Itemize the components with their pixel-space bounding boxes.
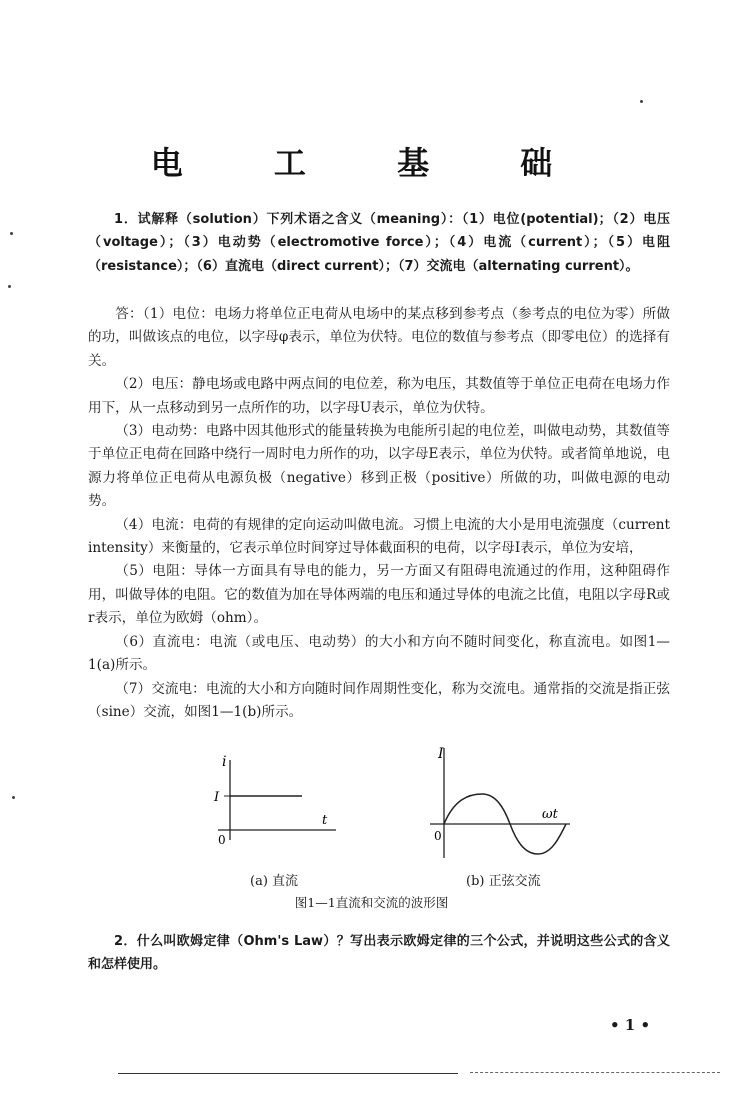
ac-x-label: ωt xyxy=(542,807,558,822)
scan-footer-line xyxy=(118,1073,458,1074)
scan-speck xyxy=(640,100,643,103)
figure-a-caption: (a) 直流 xyxy=(250,874,299,889)
scan-footer-dashes xyxy=(470,1072,720,1073)
answer-ac: （7）交流电：电流的大小和方向随时间作周期性变化，称为交流电。通常指的交流是指正弦（sine）交流，如图1—1(b)所示。 xyxy=(88,680,670,720)
question-2-text: 2．什么叫欧姆定律（Ohm's Law）？写出表示欧姆定律的三个公式，并说明这些公式的含义和怎样使用。 xyxy=(88,934,670,973)
answer-dc: （6）直流电：电流（或电压、电动势）的大小和方向不随时间变化，称直流电。如图1—1(a)所示。 xyxy=(88,633,670,674)
answer-potential: 答：（1）电位：电场力将单位正电荷从电场中的某点移到参考点（参考点的电位为零）所做的功，叫做该点的电位，以字母φ表示，单位为伏特。电位的数值与参考点（即零电位）的选择有关。 xyxy=(88,306,670,369)
dc-level-label: I xyxy=(214,790,220,805)
page-number: • 1 • xyxy=(610,1016,651,1034)
scan-speck xyxy=(10,232,13,235)
answer-emf: （3）电动势：电路中因其他形式的能量转换为电能所引起的电位差，叫做电动势，其数值等于单位正电荷在回路中绕行一周时电力所作的功，以字母E表示，单位为伏特。或者简单地说，电源力将单位正电荷从电源负极（negative）移到正极（positive）所做的功，叫做电源的电动势。 xyxy=(88,423,670,510)
answer-voltage: （2）电压：静电场或电路中两点间的电位差，称为电压，其数值等于单位正电荷在电场力作用下，从一点移动到另一点所作的功，以字母U表示，单位为伏特。 xyxy=(88,376,670,416)
figure-ac-waveform xyxy=(424,742,574,862)
dc-y-label: i xyxy=(222,754,227,770)
figure-dc-waveform xyxy=(210,752,340,850)
scan-speck xyxy=(12,796,15,799)
answer-current: （4）电流：电荷的有规律的定向运动叫做电流。习惯上电流的大小是用电流强度（current intensity）来衡量的，它表示单位时间穿过导体截面积的电荷，以字母I表示，单位为安培， xyxy=(88,516,670,557)
question-1-text: 1．试解释（solution）下列术语之含义（meaning）：（1）电位(potential)；（2）电压（voltage）；（3）电动势（electromotive force）；（4）电流（current）；（5）电阻（resistance）；（6）直流电（direct current）；（7）交流电（alternating current）。 xyxy=(88,212,670,274)
dc-x-label: t xyxy=(322,813,328,828)
ac-y-label: I xyxy=(438,746,444,762)
page-title: 电 工 基 础 xyxy=(150,144,593,182)
question-1 xyxy=(88,208,670,278)
question-2 xyxy=(88,930,670,977)
ac-origin-label: 0 xyxy=(434,829,442,843)
answer-section xyxy=(88,303,670,724)
scan-speck xyxy=(8,285,11,288)
figure-caption: 图1—1直流和交流的波形图 xyxy=(294,895,449,910)
answer-resistance: （5）电阻：导体一方面具有导电的能力，另一方面又有阻碍电流通过的作用，这种阻碍作用，叫做导体的电阻。它的数值为加在导体两端的电压和通过导体的电流之比值，电阻以字母R或r表示，单位为欧姆（ohm）。 xyxy=(88,563,670,627)
figure-b-caption: (b) 正弦交流 xyxy=(466,874,541,889)
dc-origin-label: 0 xyxy=(218,833,226,847)
